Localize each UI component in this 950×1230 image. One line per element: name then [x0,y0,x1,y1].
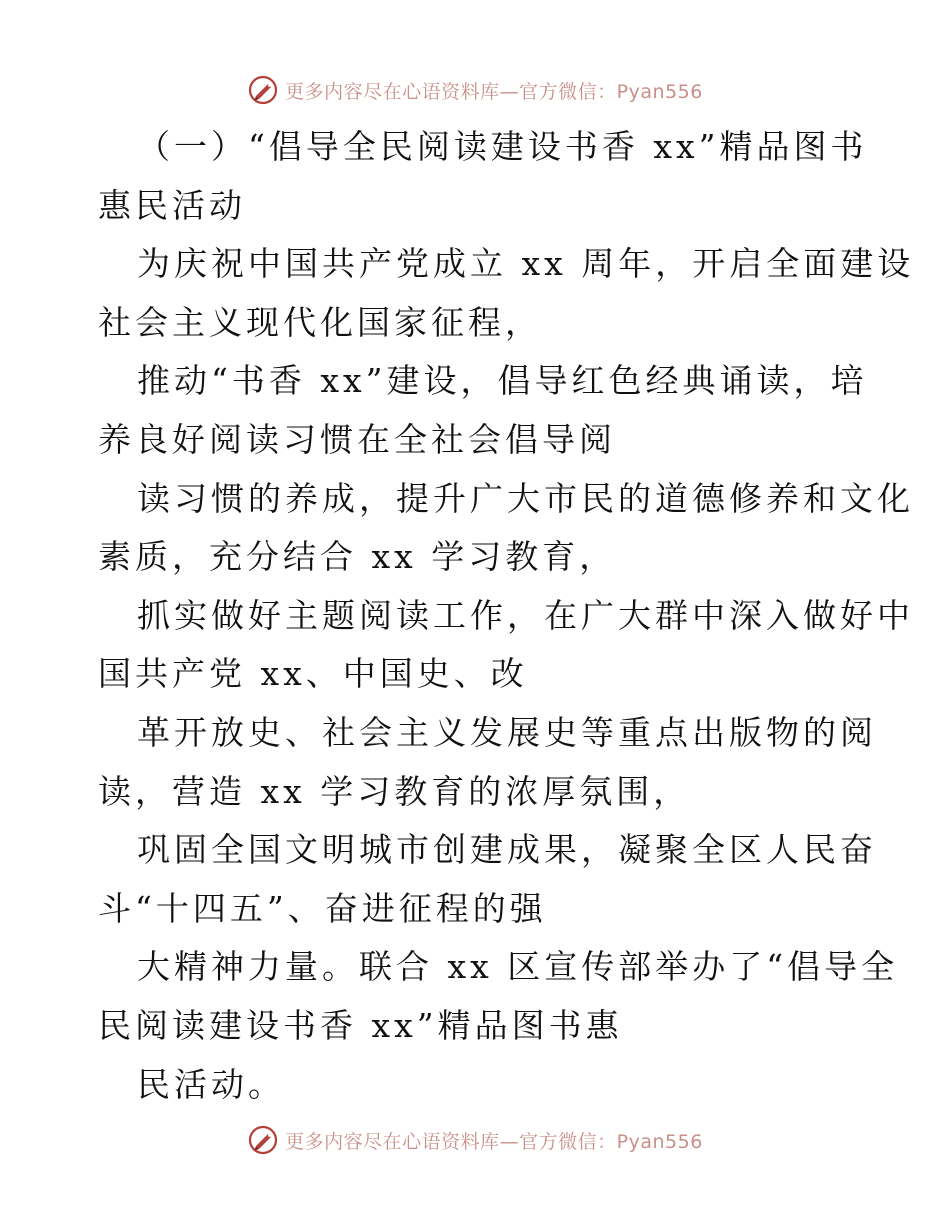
footer-watermark [0,1123,950,1157]
text-line: 社会主义现代化国家征程， [98,302,542,342]
text-line: 为庆祝中国共产党成立 xx 周年，开启全面建设 [137,244,915,284]
text-line: 抓实做好主题阅读工作，在广大群中深入做好中 [137,595,914,635]
text-line: 民活动。 [137,1064,285,1104]
text-line: 革开放史、社会主义发展史等重点出版物的阅 [137,712,877,752]
pen-seal-icon [247,74,279,106]
text-line: 国共产党 xx、中国史、改 [98,654,528,694]
text-line: 推动“书香 xx”建设，倡导红色经典诵读，培 [137,361,868,401]
watermark-text: 更多内容尽在心语资料库—官方微信：Pyan556 [285,80,703,103]
text-line: 巩固全国文明城市创建成果，凝聚全区人民奋 [137,830,877,870]
text-line: 读习惯的养成，提升广大市民的道德修养和文化 [137,478,914,518]
text-line: 斗“十四五”、奋进征程的强 [98,888,547,928]
watermark-text: 更多内容尽在心语资料库—官方微信：Pyan556 [285,1130,703,1153]
pen-seal-icon [247,1124,279,1156]
document-body [98,118,915,1114]
text-line: 大精神力量。联合 xx 区宣传部举办了“倡导全 [137,947,899,987]
header-watermark [0,73,950,107]
text-line: 惠民活动 [98,185,246,225]
text-line: 养良好阅读习惯在全社会倡导阅 [98,419,616,459]
text-line: （一）“倡导全民阅读建设书香 xx”精品图书 [137,127,868,166]
text-line: 素质，充分结合 xx 学习教育， [98,537,617,577]
text-line: 读，营造 xx 学习教育的浓厚氛围， [98,771,691,811]
text-line: 民阅读建设书香 xx”精品图书惠 [98,1005,623,1045]
